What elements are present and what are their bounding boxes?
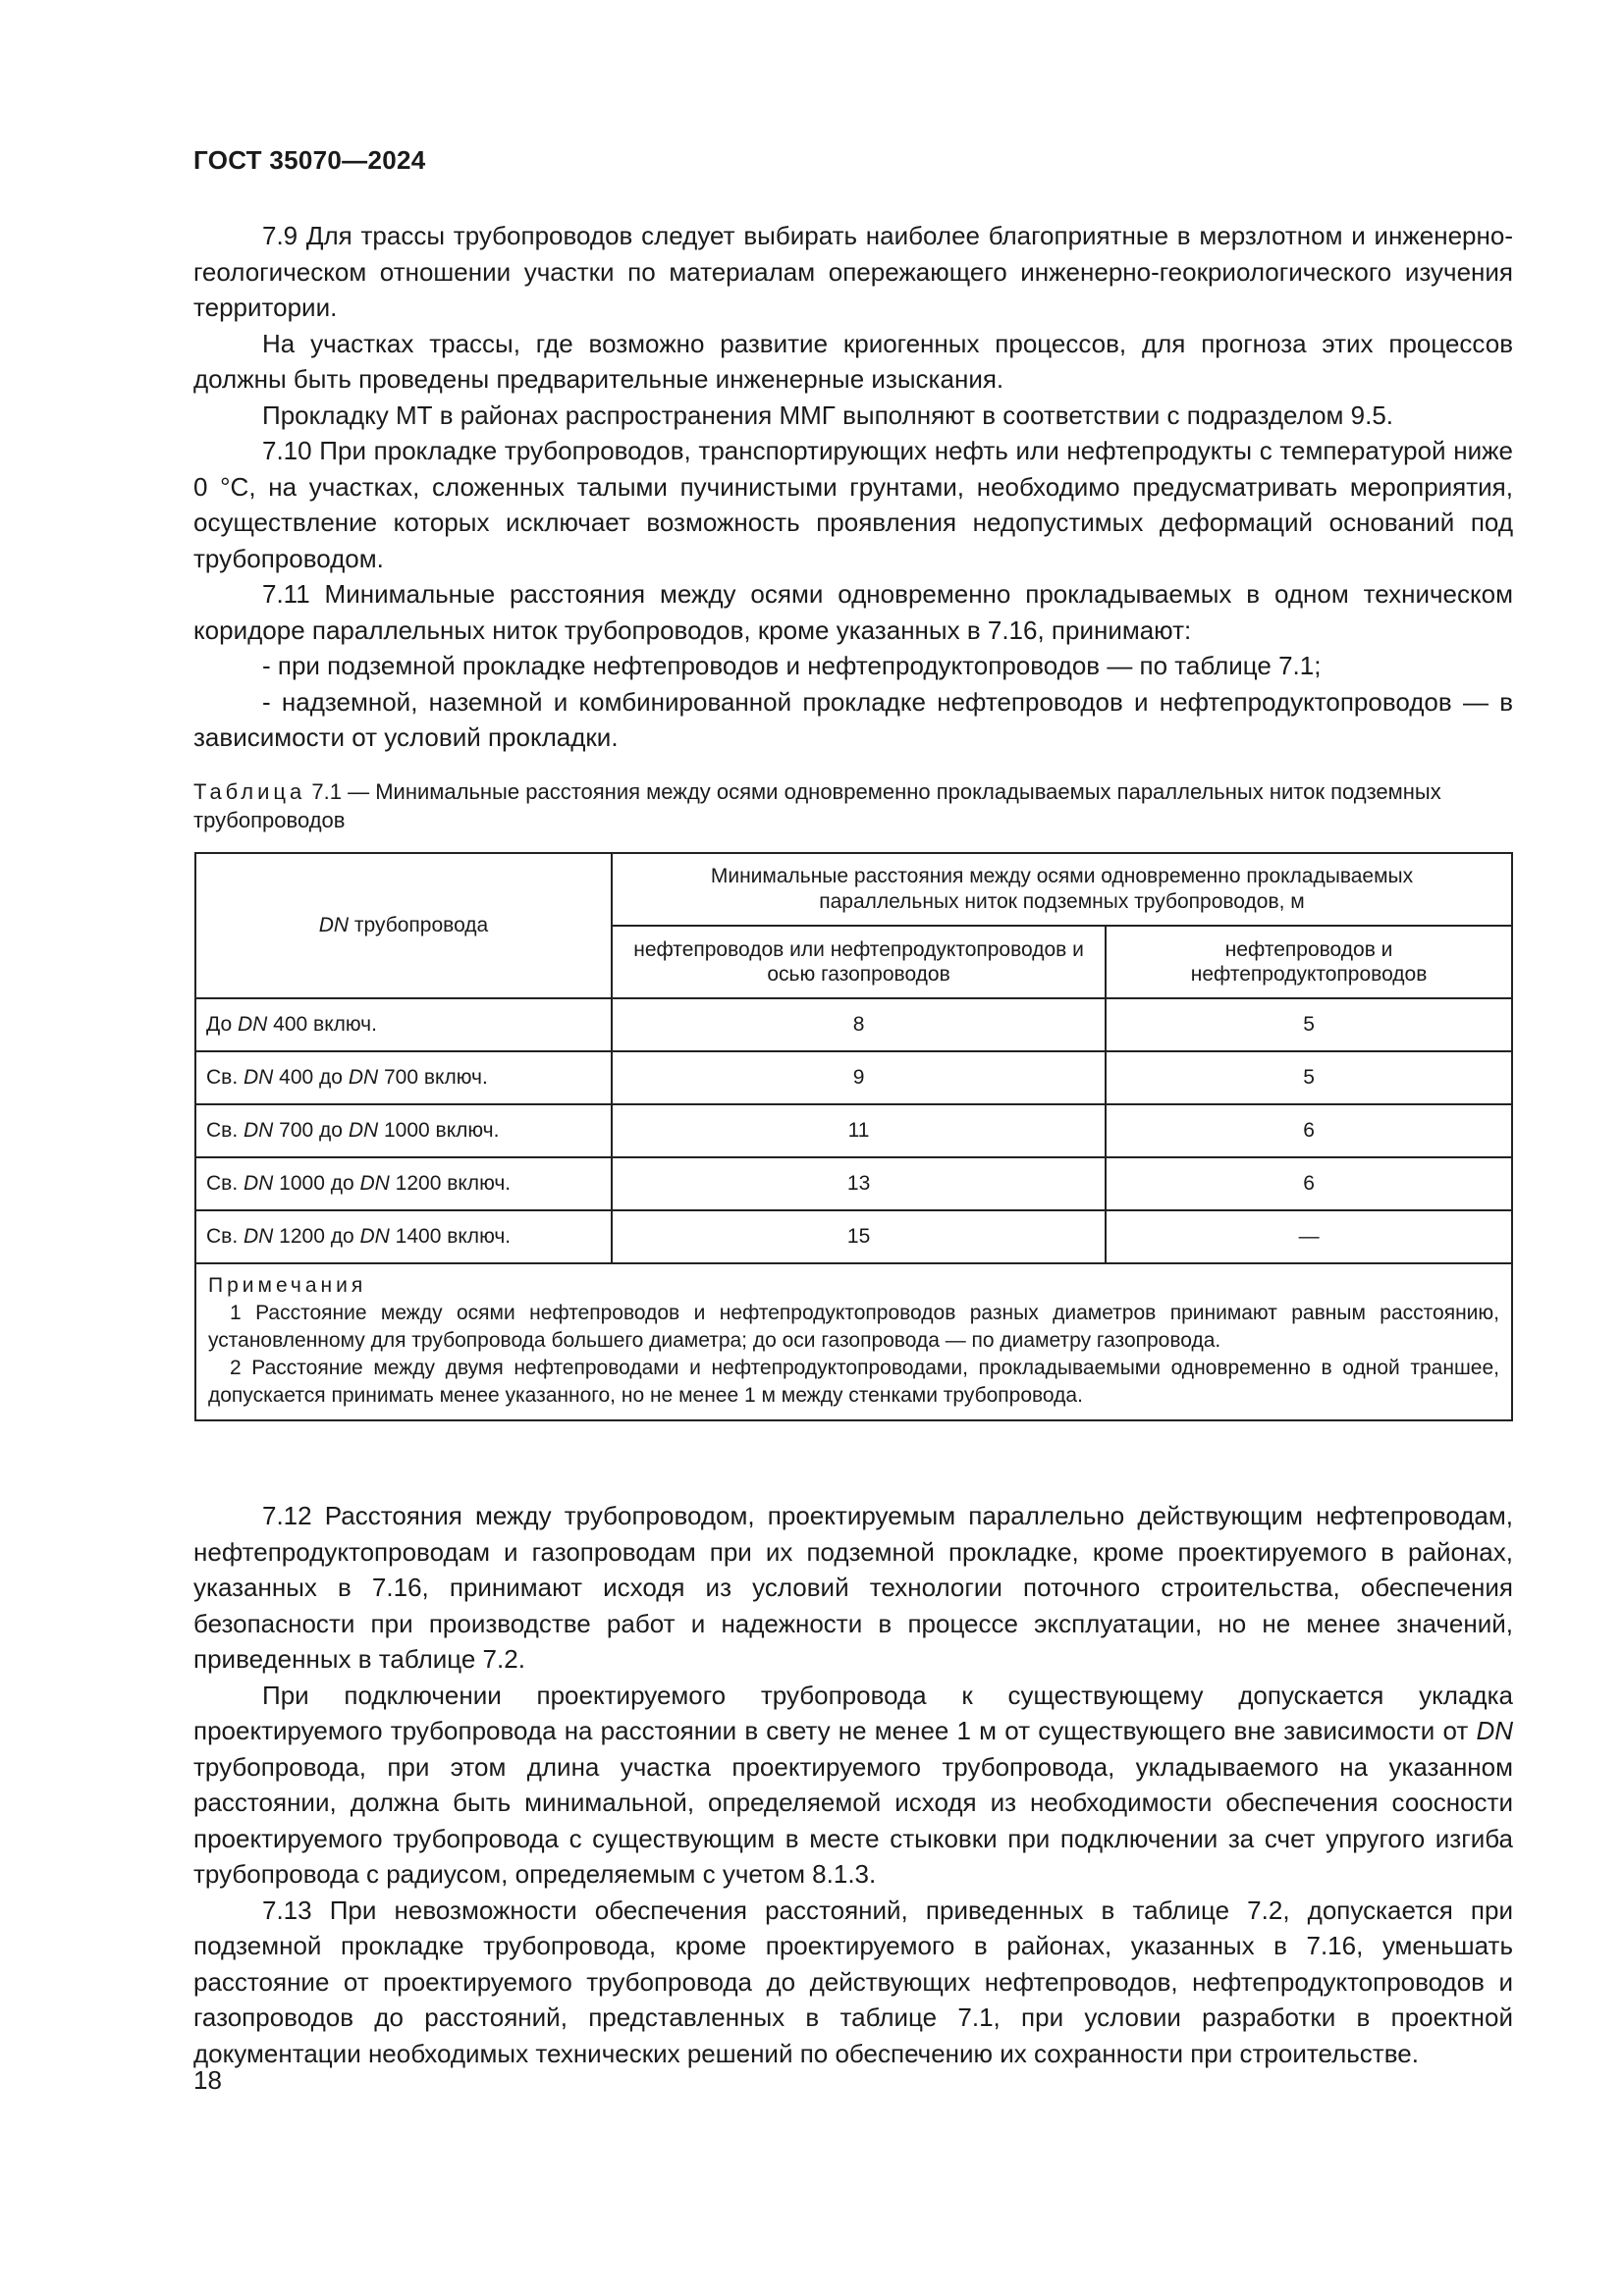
distance-table <box>194 852 1513 1421</box>
row-label: Св. DN 400 до DN 700 включ. <box>195 1051 612 1104</box>
column-header-dn: DN трубопровода <box>195 853 612 998</box>
value-oil: 5 <box>1106 1051 1512 1104</box>
table-row <box>195 998 1512 1051</box>
row-label: До DN 400 включ. <box>195 998 612 1051</box>
row-label: Св. DN 1200 до DN 1400 включ. <box>195 1210 612 1263</box>
paragraph-7-10: 7.10 При прокладке трубопроводов, транспортирующих нефть или нефтепродукты с температурой ниже 0 °С, на участках, сложенных талыми пучинистыми грунтами, необходимо предусматривать мероприятия, осуществление которых исключает возможность проявления недопустимых деформаций оснований под трубопроводом. <box>193 436 1513 573</box>
value-oil-gas: 8 <box>612 998 1106 1051</box>
notes-title: Примечания <box>208 1274 367 1297</box>
value-oil-gas: 11 <box>612 1104 1106 1157</box>
value-oil-gas: 15 <box>612 1210 1106 1263</box>
standard-title: ГОСТ 35070—2024 <box>193 145 426 175</box>
value-oil: 5 <box>1106 998 1512 1051</box>
sub-header-oil: нефтепроводов и нефтепродуктопроводов <box>1106 926 1512 998</box>
paragraph-7-11: 7.11 Минимальные расстояния между осями одновременно прокладываемых в одном техническом коридоре параллельных ниток трубопроводов, кроме указанных в 7.16, принимают: <box>193 579 1513 645</box>
row-label: Св. DN 700 до DN 1000 включ. <box>195 1104 612 1157</box>
paragraph-mmg: Прокладку МТ в районах распространения ММГ выполняют в соответствии с подразделом 9.5. <box>262 400 1394 430</box>
group-header: Минимальные расстояния между осями одновременно прокладываемых параллельных ниток подземных трубопроводов, м <box>612 853 1512 926</box>
table-caption-text: 7.1 — Минимальные расстояния между осями одновременно прокладываемых параллельных ниток подземных трубопроводов <box>193 779 1441 832</box>
table-notes <box>195 1263 1512 1420</box>
table-caption <box>193 777 1513 834</box>
paragraph-cryogenic: На участках трассы, где возможно развитие криогенных процессов, для прогноза этих процессов должны быть проведены предварительные инженерные изыскания. <box>193 328 1513 394</box>
table-row <box>195 1104 1512 1157</box>
table-row <box>195 1051 1512 1104</box>
paragraph-7-9: 7.9 Для трассы трубопроводов следует выбирать наиболее благоприятные в мерзлотном и инженерно-геологическом отношении участки по материалам опережающего инженерно-геокриологического изучения территории. <box>193 221 1513 322</box>
bottom-text <box>193 1498 1513 2071</box>
table-caption-label: Таблица <box>193 779 306 804</box>
paragraph-7-12: 7.12 Расстояния между трубопроводом, проектируемым параллельно действующим нефтепроводам, нефтепродуктопроводам и газопроводам при их подземной прокладке, кроме проектируемого в районах, указанных в 7.16, принимают исходя из условий технологии поточного строительства, обеспечения безопасности при производстве работ и надежности в процессе эксплуатации, но не менее значений, приведенных в таблице 7.2. <box>193 1501 1513 1674</box>
list-item: - надземной, наземной и комбинированной прокладке нефтепроводов и нефтепродуктопроводов — в зависимости от условий прокладки. <box>193 686 1513 752</box>
page-number: 18 <box>193 2065 222 2095</box>
paragraph-connection: При подключении проектируемого трубопровода к существующему допускается укладка проектируемого трубопровода на расстоянии в свету не менее 1 м от существующего вне зависимости от DN трубопровода, при этом длина участка проектируемого трубопровода, укладываемого на указанном расстоянии, должна быть минимальной, определяемой исходя из необходимости обеспечения соосности проектируемого трубопровода с существующим в месте стыковки при подключении за счет упругого изгиба трубопровода с радиусом, определяемым с учетом 8.1.3. <box>193 1680 1513 1889</box>
value-oil: 6 <box>1106 1104 1512 1157</box>
value-oil: 6 <box>1106 1157 1512 1210</box>
paragraph-7-13: 7.13 При невозможности обеспечения расстояний, приведенных в таблице 7.2, допускается при подземной прокладке трубопровода, кроме проектируемого в районах, указанных в 7.16, уменьшать расстояние от проектируемого трубопровода до действующих нефтепроводов, нефтепродуктопроводов и газопроводов до расстояний, представленных в таблице 7.1, при условии разработки в проектной документации необходимых технических решений по обеспечению их сохранности при строительстве. <box>193 1895 1513 2068</box>
row-label: Св. DN 1000 до DN 1200 включ. <box>195 1157 612 1210</box>
note-1: 1 Расстояние между осями нефтепроводов и нефтепродуктопроводов разных диаметров принимают равным расстоянию, установленному для трубопровода большего диаметра; до оси газопровода — по диаметру газопровода. <box>208 1302 1499 1352</box>
note-2: 2 Расстояние между двумя нефтепроводами и нефтепродуктопроводами, прокладываемыми одновременно в одной траншее, допускается принимать менее указанного, но не менее 1 м между стенками трубопровода. <box>208 1357 1499 1407</box>
table-row <box>195 1210 1512 1263</box>
sub-header-oil-gas: нефтепроводов или нефтепродуктопроводов и осью газопроводов <box>612 926 1106 998</box>
value-oil: — <box>1106 1210 1512 1263</box>
table-row <box>195 1157 1512 1210</box>
value-oil-gas: 13 <box>612 1157 1106 1210</box>
value-oil-gas: 9 <box>612 1051 1106 1104</box>
top-text <box>193 218 1513 756</box>
list-item: - при подземной прокладке нефтепроводов и нефтепродуктопроводов — по таблице 7.1; <box>262 651 1322 680</box>
